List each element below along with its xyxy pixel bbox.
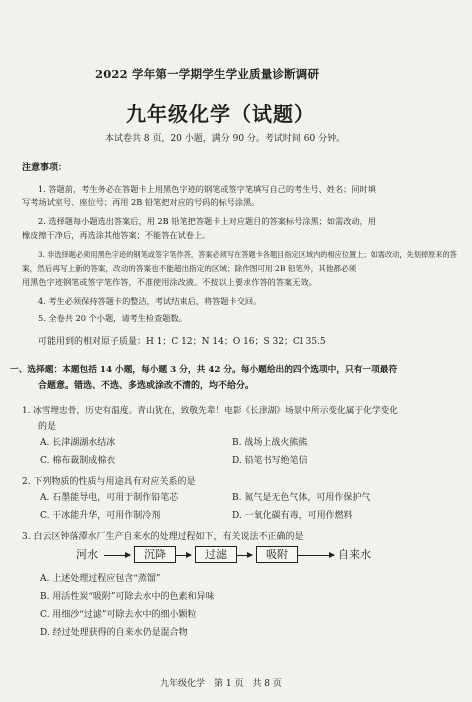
flow-source: 河水 [76, 548, 98, 561]
notes-line: 橡皮擦干净后，再选涂其他答案；不能答在试卷上。 [22, 230, 211, 240]
flow-step-box: 过滤 [195, 546, 237, 563]
notes-line: 用黑色字迹钢笔或签字笔作答，不准使用涂改液。不按以上要求作答的答案无效。 [22, 277, 317, 287]
page-footer: 九年级化学 第 1 页 共 8 页 [160, 679, 282, 689]
section1-line1: 一、选择题：本题包括 14 小题，每小题 3 分，共 42 分。每小题给出的四个选项中，只有一项最符 [10, 365, 398, 375]
flow-step-box: 沉降 [134, 546, 176, 563]
q1-option-b: B. 战场上战火熊熊 [232, 438, 308, 448]
q2-option-d: D. 一氧化碳有毒，可用作燃料 [232, 511, 353, 521]
q3-option-b: B. 用活性炭“吸附”可除去水中的色素和异味 [40, 592, 215, 602]
notes-heading: 注意事项： [22, 163, 68, 173]
exam-info: 本试卷共 8 页，20 小题，满分 90 分。考试时间 60 分钟。 [105, 134, 346, 144]
flow-arrow [297, 555, 334, 556]
q1-stem: 的是 [38, 422, 57, 432]
notes-line: 1. 答题前，考生务必在答题卡上用黑色字迹的钢笔或签字笔填写自己的考生号、姓名；同时填 [38, 184, 376, 194]
q2-stem: 2. 下列物质的性质与用途具有对应关系的是 [22, 477, 196, 487]
section1-line2: 合题意。错选、不选、多选或涂改不清的，均不给分。 [38, 381, 255, 391]
notes-line: 写考场试室号、座位号；再用 2B 铅笔把对应的号码的标号涂黑。 [22, 197, 260, 207]
notes-line: 5. 全卷共 20 个小题，请考生检查题数。 [38, 313, 187, 323]
q1-stem: 1. 冰雪埋忠骨，历史有温度。青山犹在，致敬先辈！电影《长津湖》场景中所示变化属于化学变化 [22, 406, 398, 416]
notes-line: 4. 考生必须保持答题卡的整洁，考试结束后，将答题卡交回。 [38, 296, 262, 306]
flow-arrow [104, 555, 130, 556]
q2-option-b: B. 氮气是无色气体，可用作保护气 [232, 493, 371, 503]
notes-line: 3. 非选择题必须用黑色字迹的钢笔或签字笔作答，答案必须写在答题卡各题目指定区域内的相应位置上；如需改动，先划掉原来的答 [38, 250, 457, 259]
q1-option-d: D. 铅笔书写绝笔信 [232, 456, 308, 466]
q3-option-d: D. 经过处理获得的自来水仍是混合物 [40, 628, 188, 638]
q1-option-c: C. 棉布裁制成棉衣 [40, 456, 116, 466]
flow-arrow [236, 555, 252, 556]
flow-result: 自来水 [338, 548, 371, 561]
subject-title: 九年级化学（试题） [126, 102, 315, 126]
q2-option-c: C. 干冰能升华，可用作制冷剂 [40, 511, 161, 521]
q3-option-c: C. 用细沙“过滤”可除去水中的细小颗粒 [40, 610, 197, 620]
q3-stem: 3. 白云区钟落潭水厂生产自来水的处理过程如下，有关说法不正确的是 [22, 532, 304, 542]
flow-step-box: 吸附 [256, 546, 298, 563]
flow-arrow [175, 555, 191, 556]
q1-option-a: A. 长津湖湖水结冰 [40, 438, 116, 448]
atomic-masses: 可能用到的相对原子质量：H 1；C 12；N 14；O 16；S 32；Cl 35.5 [38, 337, 326, 347]
exam-title: 2022 学年第一学期学生学业质量诊断调研 [95, 67, 320, 81]
notes-line: 案，然后再写上新的答案，改动的答案也不能超出指定的区域；除作图可用 2B 铅笔外，其他都必须 [22, 264, 357, 273]
notes-line: 2. 选择题每小题选出答案后，用 2B 铅笔把答题卡上对应题目的答案标号涂黑；如需改动，用 [38, 216, 376, 226]
q2-option-a: A. 石墨能导电，可用于制作铅笔芯 [40, 493, 179, 503]
q3-option-a: A. 上述处理过程应包含“蒸馏” [40, 574, 161, 584]
